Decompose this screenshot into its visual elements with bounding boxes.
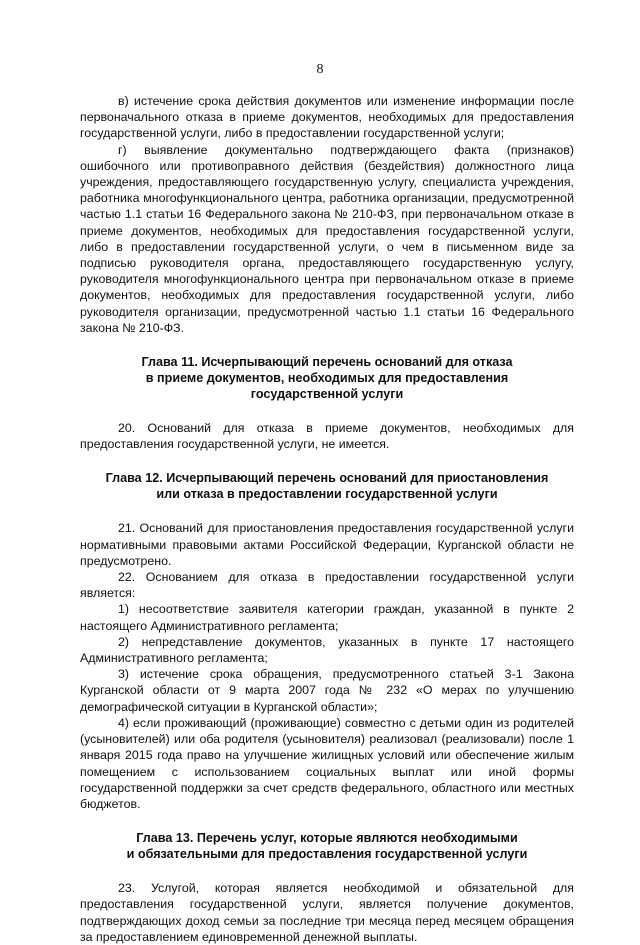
paragraph-21: 21. Оснований для приостановления предоставления государственной услуги нормативными правовыми актами Российской Федерации, Курганской области не предусмотрено.: [80, 521, 574, 568]
chapter-12-heading: [80, 470, 574, 502]
heading-line: и обязательными для предоставления государственной услуги: [126, 847, 528, 862]
heading-line: государственной услуги: [250, 387, 404, 402]
paragraph-20: 20. Оснований для отказа в приеме документов, необходимых для предоставления государственной услуги, не имеется.: [80, 421, 574, 452]
paragraph-22-item-1: 1) несоответствие заявителя категории граждан, указанной в пункте 2 настоящего Административного регламента;: [80, 602, 574, 633]
heading-line: в приеме документов, необходимых для предоставления: [145, 371, 509, 386]
chapter-13-heading: [80, 830, 574, 862]
heading-line: или отказа в предоставлении государственной услуги: [156, 487, 498, 502]
paragraph-22-item-3: 3) истечение срока обращения, предусмотренного статьей 3-1 Закона Курганской области от 9 марта 2007 года № 232 «О мерах по улучшению демографической ситуации в Курганской области»;: [80, 667, 574, 714]
heading-line: Глава 13. Перечень услуг, которые являются необходимыми: [136, 831, 518, 846]
paragraph-23: 23. Услугой, которая является необходимой и обязательной для предоставления государственной услуги, является получение документов, подтверждающих доход семьи за последние три месяца перед месяцем обращения за предоставлением единовременной денежной выплаты.: [80, 881, 574, 944]
heading-line: Глава 12. Исчерпывающий перечень оснований для приостановления: [105, 471, 549, 486]
page-number: 8: [316, 62, 324, 77]
heading-line: Глава 11. Исчерпывающий перечень оснований для отказа: [141, 355, 513, 370]
paragraph-22: 22. Основанием для отказа в предоставлении государственной услуги является:: [80, 570, 574, 601]
paragraph-g: г) выявление документально подтверждающего факта (признаков) ошибочного или противоправного действия (бездействия) должностного лица учреждения, предоставляющего государственную услугу, специалиста учреждения, работника многофункционального центра, работника организации, предусмотренной частью 1.1 статьи 16 Федерального закона № 210-ФЗ, при первоначальном отказе в приеме документов, необходимых для предоставления государственной услуги, либо в предоставлении государственной услуги, о чем в письменном виде за подписью руководителя органа, предоставляющего государственную услугу, руководителя многофункционального центра при первоначальном отказе в приеме документов, необходимых для предоставления государственной услуги, либо руководителя организации, предусмотренной частью 1.1 статьи 16 Федерального закона № 210-ФЗ.: [80, 142, 574, 335]
chapter-11-heading: [80, 354, 574, 402]
document-body: [80, 93, 574, 945]
paragraph-v: в) истечение срока действия документов или изменение информации после первоначального отказа в приеме документов, необходимых для предоставления государственной услуги, либо в предоставлении государственной услуги;: [80, 94, 574, 141]
paragraph-22-item-4: 4) если проживающий (проживающие) совместно с детьми один из родителей (усыновителей) или оба родителя (усыновителя) реализовал (реализовали) после 1 января 2015 года право на улучшение жилищных условий или обеспечение жилым помещением с использованием социальных выплат или иной формы государственной поддержки за счет средств федерального, областного или местных бюджетов.: [80, 715, 574, 811]
paragraph-22-item-2: 2) непредставление документов, указанных в пункте 17 настоящего Административного регламента;: [80, 634, 574, 666]
